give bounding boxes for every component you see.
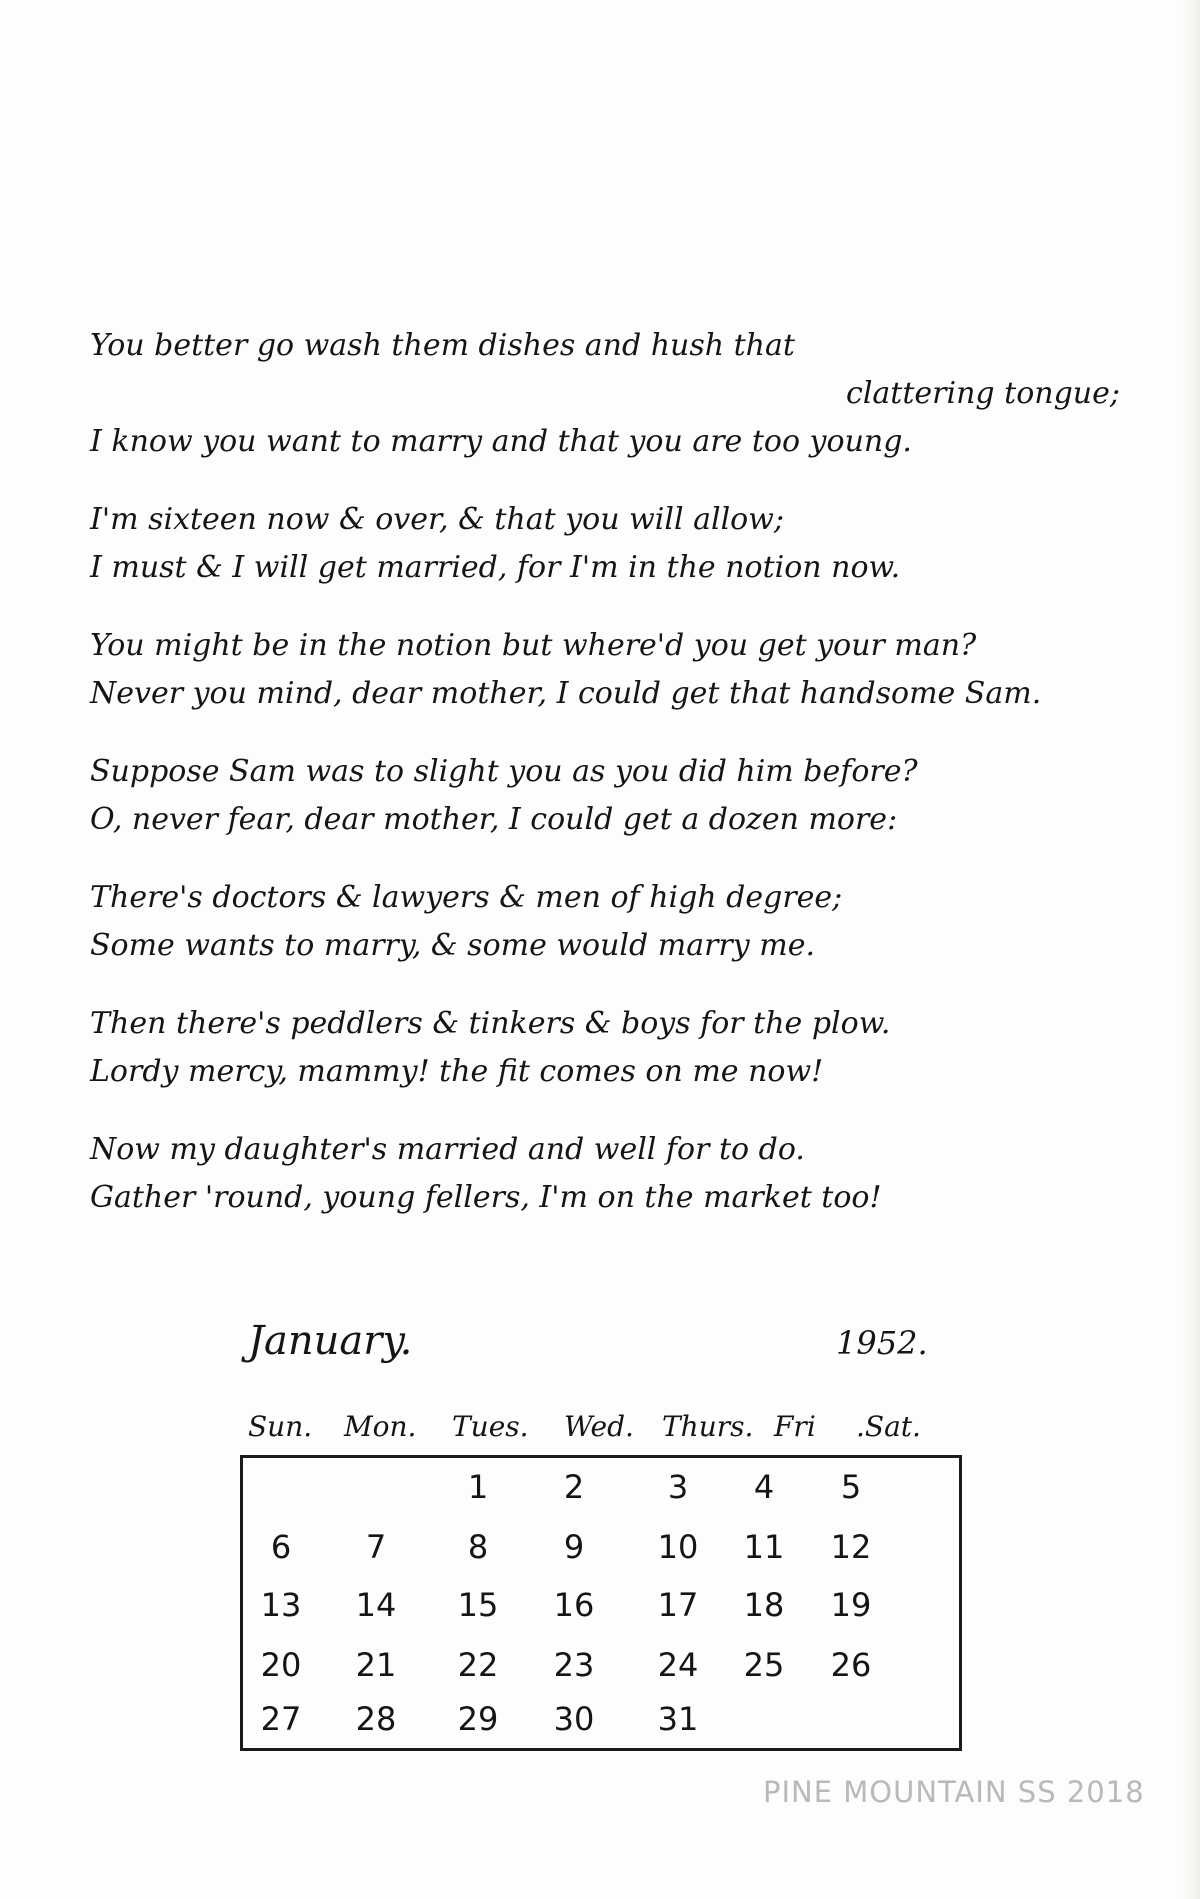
poem-line: Now my daughter's married and well for to do.	[90, 1132, 805, 1167]
calendar-day: 12	[830, 1528, 872, 1566]
weekday-wed: Wed.	[564, 1410, 634, 1443]
poem-line: I know you want to marry and that you are too young.	[90, 424, 912, 459]
poem-stanza-5	[90, 874, 1130, 970]
calendar-month: January.	[248, 1318, 413, 1364]
calendar-day: 6	[270, 1528, 292, 1566]
calendar-header	[248, 1318, 948, 1378]
poem-line: Some wants to marry, & some would marry me.	[90, 928, 815, 963]
calendar-day: 3	[667, 1468, 689, 1506]
calendar-day: 25	[743, 1646, 785, 1684]
poem-line: There's doctors & lawyers & men of high degree;	[90, 880, 843, 915]
page-edge-shadow	[1182, 0, 1200, 1899]
calendar-day: 28	[355, 1700, 397, 1738]
calendar-day: 9	[563, 1528, 585, 1566]
calendar-day: 1	[467, 1468, 489, 1506]
calendar-day: 18	[743, 1586, 785, 1624]
poem-stanza-4	[90, 748, 1130, 844]
weekday-thurs: Thurs.	[662, 1410, 754, 1443]
calendar-day: 7	[365, 1528, 387, 1566]
poem-line: Suppose Sam was to slight you as you did him before?	[90, 754, 918, 789]
poem-line: You might be in the notion but where'd you get your man?	[90, 628, 977, 663]
weekday-mon: Mon.	[344, 1410, 417, 1443]
poem-line: clattering tongue;	[846, 376, 1120, 411]
poem-stanza-3	[90, 622, 1130, 718]
poem-stanza-2	[90, 496, 1130, 592]
calendar-day: 17	[657, 1586, 699, 1624]
calendar-day: 10	[657, 1528, 699, 1566]
calendar-day: 19	[830, 1586, 872, 1624]
poem-line: I'm sixteen now & over, & that you will allow;	[90, 502, 785, 537]
poem-line: I must & I will get married, for I'm in the notion now.	[90, 550, 901, 585]
calendar-day: 5	[840, 1468, 862, 1506]
poem-line: Then there's peddlers & tinkers & boys for the plow.	[90, 1006, 891, 1041]
poem-line: Never you mind, dear mother, I could get that handsome Sam.	[90, 676, 1042, 711]
calendar-day: 31	[657, 1700, 699, 1738]
calendar-day: 4	[753, 1468, 775, 1506]
poem-line: You better go wash them dishes and hush that	[90, 328, 795, 363]
calendar-day: 26	[830, 1646, 872, 1684]
calendar-day: 8	[467, 1528, 489, 1566]
calendar-day: 11	[743, 1528, 785, 1566]
calendar-day: 15	[457, 1586, 499, 1624]
calendar-day: 29	[457, 1700, 499, 1738]
calendar-day: 24	[657, 1646, 699, 1684]
calendar-day: 30	[553, 1700, 595, 1738]
calendar-day: 27	[260, 1700, 302, 1738]
calendar-day: 16	[553, 1586, 595, 1624]
calendar-day: 14	[355, 1586, 397, 1624]
calendar-weekdays	[248, 1410, 968, 1450]
weekday-sun: Sun.	[248, 1410, 313, 1443]
weekday-fri: Fri	[774, 1410, 816, 1443]
calendar-day: 20	[260, 1646, 302, 1684]
poem-stanza-1	[90, 322, 1130, 466]
watermark: PINE MOUNTAIN SS 2018	[763, 1775, 1145, 1809]
calendar-day: 21	[355, 1646, 397, 1684]
calendar-day: 22	[457, 1646, 499, 1684]
calendar-day: 2	[563, 1468, 585, 1506]
calendar-day: 23	[553, 1646, 595, 1684]
weekday-tues: Tues.	[452, 1410, 529, 1443]
poem-stanza-7	[90, 1126, 1130, 1222]
calendar-year: 1952.	[836, 1324, 928, 1362]
poem-line: O, never fear, dear mother, I could get a dozen more:	[90, 802, 898, 837]
poem-line: Lordy mercy, mammy! the fit comes on me now!	[90, 1054, 824, 1089]
poem-line: Gather 'round, young fellers, I'm on the market too!	[90, 1180, 882, 1215]
poem-stanza-6	[90, 1000, 1130, 1096]
calendar-day: 13	[260, 1586, 302, 1624]
calendar-grid	[240, 1455, 962, 1751]
weekday-sat: .Sat.	[856, 1410, 921, 1443]
poem-text	[90, 322, 1130, 1252]
